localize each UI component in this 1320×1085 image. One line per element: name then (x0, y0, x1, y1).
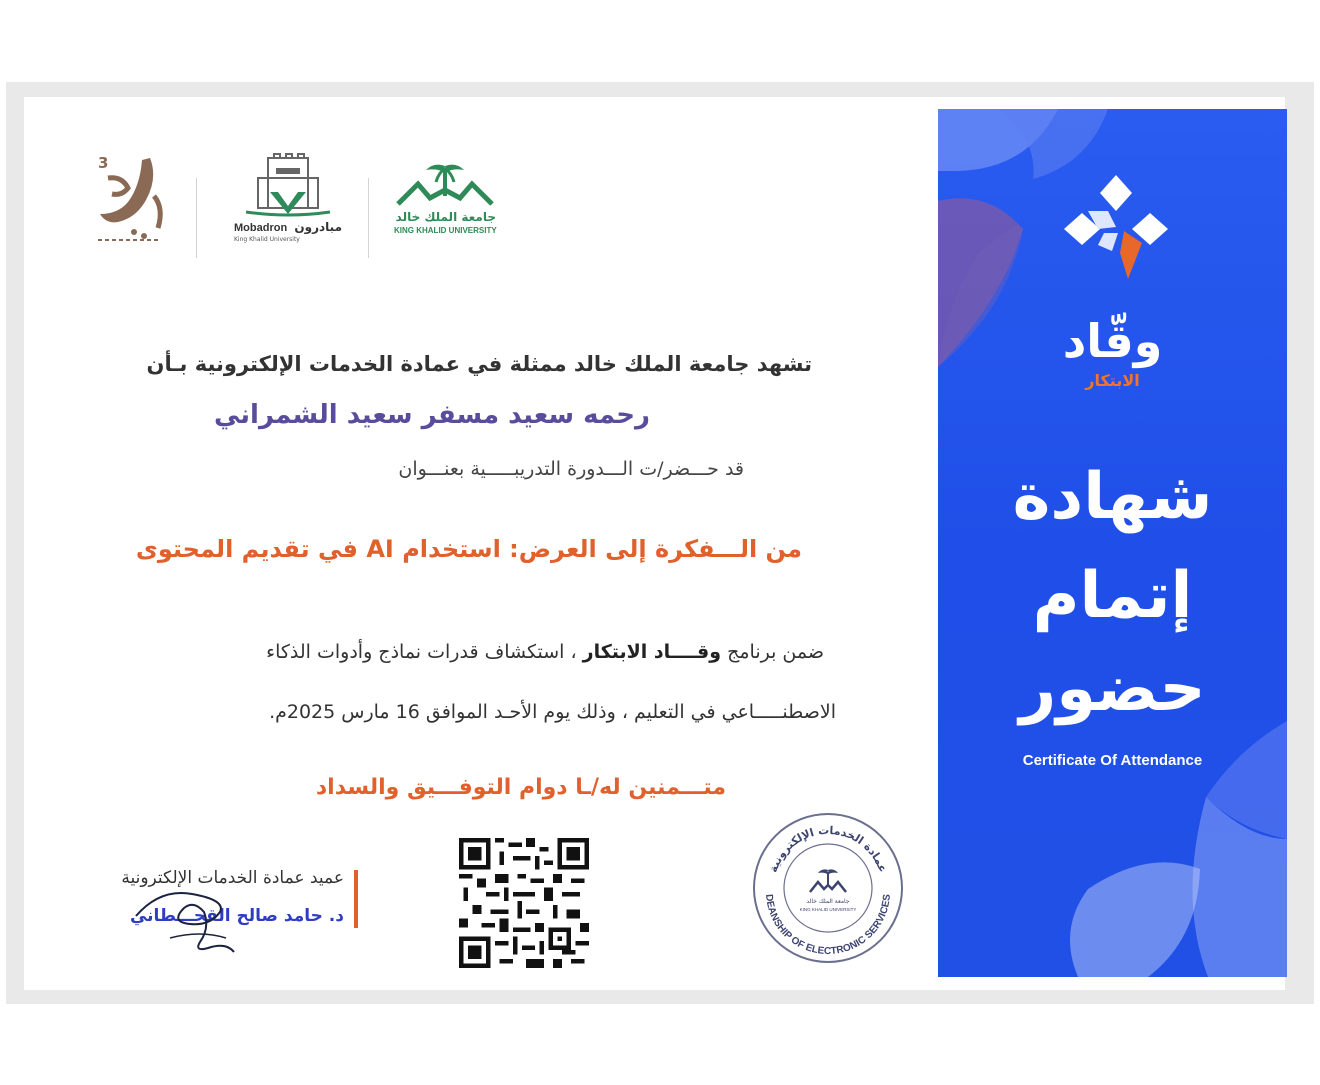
certificate-title-line-2: إتمام (1032, 559, 1193, 633)
mobadron-en: Mobadron (234, 222, 288, 234)
castle-icon (232, 152, 344, 222)
certificate-side-panel (938, 109, 1287, 977)
stamp-top-text: عمادة الخدمات الإلكترونية (766, 823, 890, 875)
kku-en: KING KHALID UNIVERSITY (394, 226, 497, 235)
mobadron-ar: مبادرون (294, 220, 342, 234)
stamp-inner-ar: جامعة الملك خالد (806, 898, 850, 905)
stamp-bottom-text: DEANSHIP OF ELECTRONIC SERVICES (762, 893, 894, 958)
recipient-name: رحمه سعيد مسفر سعيد الشمراني (213, 400, 650, 430)
signature-accent-bar (354, 870, 358, 928)
logo-divider (368, 178, 369, 258)
jarabia-logo (88, 148, 172, 258)
closing-wish: متـــمنين له/ـا دوام التوفـــيق والسداد (315, 775, 726, 800)
attended-statement: قد حـــضر/ت الـــدورة التدريبـــــية بعنـــوان (398, 458, 744, 480)
course-title: من الـــفكرة إلى العرض: استخدام AI في تقديم المحتوى (135, 535, 802, 563)
certificate-title-line-3: حضور (1019, 652, 1206, 726)
kku-logo (390, 160, 500, 240)
mobadron-sub: King Khalid University (234, 236, 300, 243)
wiqad-logo-icon (1058, 171, 1174, 287)
handwritten-signature (130, 882, 260, 962)
mobadron-logo (232, 152, 344, 244)
date-line: الاصطنـــــاعي في التعليم ، وذلك يوم الأحـد الموافق 16 مارس 2025م. (269, 701, 836, 723)
dean-title: عميد عمادة الخدمات الإلكترونية (121, 868, 344, 888)
program-line (266, 641, 824, 663)
stamp-palm-icon (810, 869, 846, 892)
program-name: وقــــاد الابتكار (582, 641, 722, 663)
jarabia-number: 3 (98, 154, 109, 172)
certificate-title-english: Certificate Of Attendance (1022, 752, 1203, 769)
qr-code-icon[interactable] (459, 838, 589, 968)
dean-name: د. حامد صالح القحـــطاني (129, 906, 344, 926)
program-prefix: ضمن برنامج (721, 641, 824, 663)
brand-name: وقّاد (1062, 314, 1163, 368)
certificate-title-line-1: شهادة (1012, 460, 1213, 534)
brand-subtitle: الابتكار (1085, 371, 1140, 390)
deanship-stamp (750, 812, 906, 964)
program-suffix: ، استكشاف قدرات نماذج وأدوات الذكاء (266, 641, 583, 663)
logo-divider (196, 178, 197, 258)
certificate-intro: تشهد جامعة الملك خالد ممثلة في عمادة الخدمات الإلكترونية بـأن (146, 352, 812, 376)
stamp-inner-en: KING KHALID UNIVERSITY (799, 907, 857, 912)
kku-ar: جامعة الملك خالد (395, 210, 496, 224)
palm-tree-icon (390, 160, 500, 210)
